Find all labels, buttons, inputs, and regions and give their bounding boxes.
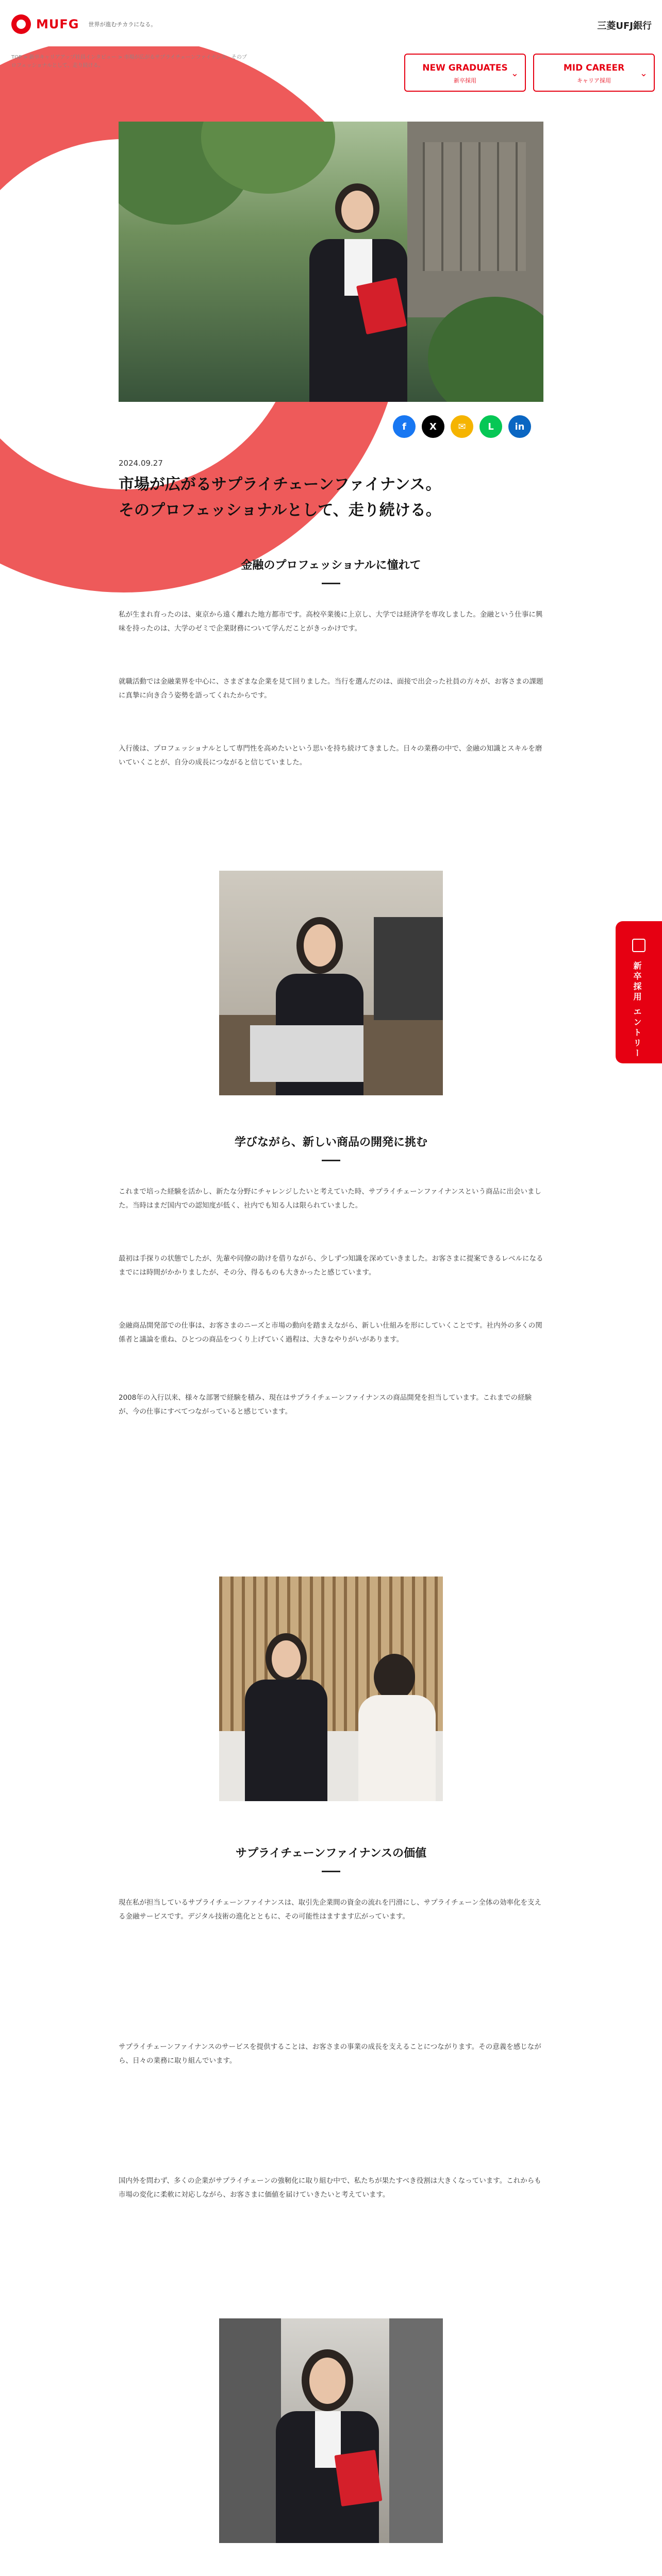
chevron-down-icon: ⌄: [639, 68, 648, 79]
site-header: [0, 0, 662, 46]
mufg-logo[interactable]: [11, 14, 156, 34]
logo-tagline: 世界が進むチカラになる。: [88, 21, 157, 28]
new-graduates-label: NEW GRADUATES: [422, 63, 508, 73]
title-line-2: そのプロフェッショナルとして、走り続ける。: [119, 501, 441, 519]
entry-tab[interactable]: [616, 921, 662, 1063]
photo-office-desk: [219, 871, 443, 1095]
photo-meeting: [219, 1577, 443, 1801]
logo-text: MUFG: [36, 17, 79, 31]
title-line-1: 市場が広がるサプライチェーンファイナンス。: [119, 476, 441, 494]
section-2-para-4: 2008年の入行以来、様々な部署で経験を積み、現在はサプライチェーンファイナンスの商品開発を担当しています。これまでの経験が、今の仕事にすべてつながっていると感じています。: [119, 1394, 532, 1416]
entry-tab-label: 新卒採用 エントリー: [632, 961, 642, 1059]
section-heading-1: 金融のプロフェッショナルに憧れて: [119, 556, 543, 584]
section-heading-2: 学びながら、新しい商品の開発に挑む: [119, 1133, 543, 1161]
section-heading-3: サプライチェーンファイナンスの価値: [119, 1844, 543, 1872]
hero-photo: [119, 122, 543, 402]
mufg-logo-mark-icon: [11, 14, 31, 34]
article-date: 2024.09.27: [119, 459, 163, 468]
share-buttons: [393, 415, 531, 438]
mid-career-label: MID CAREER: [563, 63, 625, 73]
x-icon[interactable]: X: [422, 415, 444, 438]
photo-hallway: [219, 2318, 443, 2543]
section-3-para-1: 現在私が担当しているサプライチェーンファイナンスは、取引先企業間の資金の流れを円滑にし、サプライチェーン全体の効率化を支える金融サービスです。デジタル技術の進化とともに、その可能性はますます広がっています。: [119, 1899, 541, 1921]
section-2-para-2: 最初は手探りの状態でしたが、先輩や同僚の助けを借りながら、少しずつ知識を深めていきました。お客さまに提案できるレベルになるまでには時間がかかりましたが、その分、得るものも大きかったと感じています。: [119, 1255, 543, 1277]
mid-career-sub: キャリア採用: [577, 77, 611, 84]
breadcrumb[interactable]: TOP > 新卒キャリアアップ社員インタビュー > 市場が広がるサプライチェーンファイナンス。そのプロフェッショナルとして、走り続ける。: [11, 55, 247, 69]
facebook-icon[interactable]: f: [393, 415, 416, 438]
mid-career-button[interactable]: [533, 54, 655, 92]
section-1-para-3: 入行後は、プロフェッショナルとして専門性を高めたいという思いを持ち続けてきました。日々の業務の中で、金融の知識とスキルを磨いていくことが、自分の成長につながると信じていました。: [119, 744, 542, 767]
new-graduates-button[interactable]: [404, 54, 526, 92]
document-icon: [632, 939, 646, 952]
section-2-para-3: 金融商品開発部での仕事は、お客さまのニーズと市場の動向を踏まえながら、新しい仕組みを形にしていくことです。社内外の多くの関係者と議論を重ね、ひとつの商品をつくり上げていく過程は、大きなやりがいがあります。: [119, 1321, 542, 1344]
chevron-down-icon: ⌄: [510, 68, 519, 79]
section-1-para-2: 就職活動では金融業界を中心に、さまざまな企業を見て回りました。当行を選んだのは、面接で出会った社員の方々が、お客さまの課題に真摯に向き合う姿勢を語ってくれたからです。: [119, 677, 543, 700]
article-title: [119, 472, 543, 523]
bank-name[interactable]: 三菱UFJ銀行: [597, 21, 652, 31]
photo-building: [407, 122, 543, 317]
section-1-para-1: 私が生まれ育ったのは、東京から遠く離れた地方都市です。高校卒業後に上京し、大学では経済学を専攻しました。金融という仕事に興味を持ったのは、大学のゼミで企業財務について学んだことがきっかけです。: [119, 611, 543, 633]
section-2-para-1: これまで培った経験を活かし、新たな分野にチャレンジしたいと考えていた時、サプライチェーンファイナンスという商品に出会いました。当時はまだ国内での認知度が低く、社内でも知る人は限られていました。: [119, 1188, 541, 1210]
section-3-para-3: 国内外を問わず、多くの企業がサプライチェーンの強靭化に取り組む中で、私たちが果たすべき役割は大きくなっています。これからも市場の変化に柔軟に対応しながら、お客さまに価値を届けていきたいと考えています。: [119, 2177, 541, 2199]
section-3-para-2: サプライチェーンファイナンスのサービスを提供することは、お客さまの事業の成長を支えることにつながります。その意義を感じながら、日々の業務に取り組んでいます。: [119, 2043, 541, 2065]
new-graduates-sub: 新卒採用: [454, 77, 476, 84]
linkedin-icon[interactable]: in: [508, 415, 531, 438]
mail-icon[interactable]: ✉: [451, 415, 473, 438]
line-icon[interactable]: L: [479, 415, 502, 438]
